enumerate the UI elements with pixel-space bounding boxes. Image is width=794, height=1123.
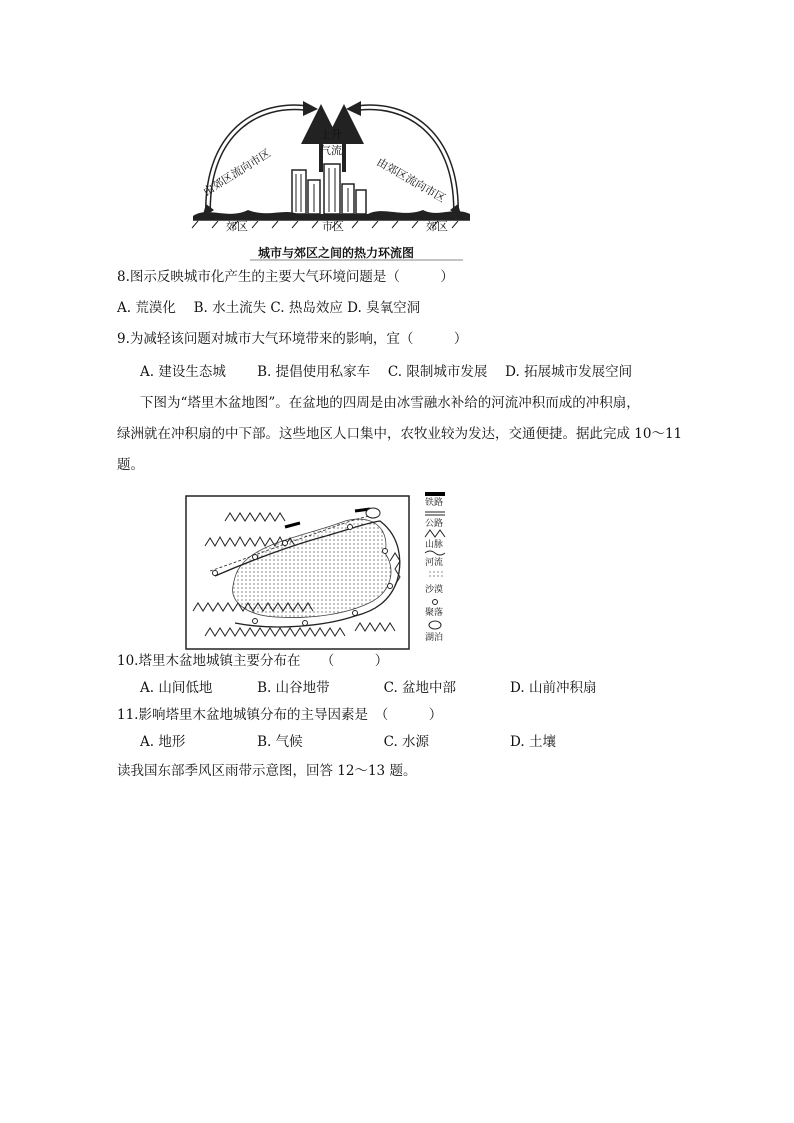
q8-stem: 8.图示反映城市化产生的主要大气环境问题是（ ） bbox=[117, 269, 454, 285]
lake bbox=[366, 508, 380, 518]
q10-options: A. 山间低地 B. 山谷地带 C. 盆地中部 D. 山前冲积扇 bbox=[140, 680, 597, 696]
q9-stem: 9.为减轻该问题对城市大气环境带来的影响，宜（ ） bbox=[117, 331, 468, 347]
svg-text:气流: 气流 bbox=[320, 144, 342, 157]
svg-text:公路: 公路 bbox=[425, 519, 444, 529]
city-label: 市区 bbox=[322, 220, 344, 233]
suburb-left-label: 郊区 bbox=[226, 220, 248, 233]
updraft-label: 上升 bbox=[320, 128, 342, 141]
heat-island-diagram bbox=[188, 92, 473, 264]
q11-stem: 11.影响塔里木盆地城镇分布的主导因素是 （ ） bbox=[117, 707, 443, 723]
q8-options: A. 荒漠化 B. 水土流失 C. 热岛效应 D. 臭氧空洞 bbox=[117, 300, 421, 316]
map-legend bbox=[425, 492, 445, 643]
heat-island-figure bbox=[188, 92, 473, 264]
q10-stem: 10.塔里木盆地城镇主要分布在 （ ） bbox=[117, 653, 389, 669]
passage-line-3: 题。 bbox=[117, 457, 144, 473]
svg-text:河流: 河流 bbox=[425, 558, 444, 568]
heat-figure-caption: 城市与郊区之间的热力环流图 bbox=[258, 246, 415, 260]
passage-line-1: 下图为“塔里木盆地图”。在盆地的四周是由冰雪融水补给的河流冲积而成的冲积扇， bbox=[140, 395, 640, 411]
tarim-basin-map bbox=[185, 491, 450, 653]
passage-line-2: 绿洲就在冲积扇的中下部。这些地区人口集中，农牧业较为发达，交通便捷。据此完成 10～11 bbox=[117, 426, 683, 442]
next-section-intro: 读我国东部季风区雨带示意图，回答 12～13 题。 bbox=[117, 763, 417, 779]
svg-text:聚落: 聚落 bbox=[425, 608, 444, 618]
svg-text:湖泊: 湖泊 bbox=[425, 633, 444, 643]
tarim-basin-map-svg bbox=[185, 491, 450, 653]
svg-text:山脉: 山脉 bbox=[425, 540, 444, 550]
suburb-right-label: 郊区 bbox=[426, 220, 448, 233]
svg-text:铁路: 铁路 bbox=[425, 498, 444, 508]
right-flow-label: 由郊区流向市区 bbox=[374, 155, 448, 206]
q11-options: A. 地形 B. 气候 C. 水源 D. 土壤 bbox=[140, 734, 556, 750]
svg-text:沙漠: 沙漠 bbox=[425, 585, 444, 595]
q9-options: A. 建设生态城 B. 提倡使用私家车 C. 限制城市发展 D. 拓展城市发展空间 bbox=[140, 364, 633, 380]
left-flow-label: 由郊区流向市区 bbox=[200, 146, 273, 199]
